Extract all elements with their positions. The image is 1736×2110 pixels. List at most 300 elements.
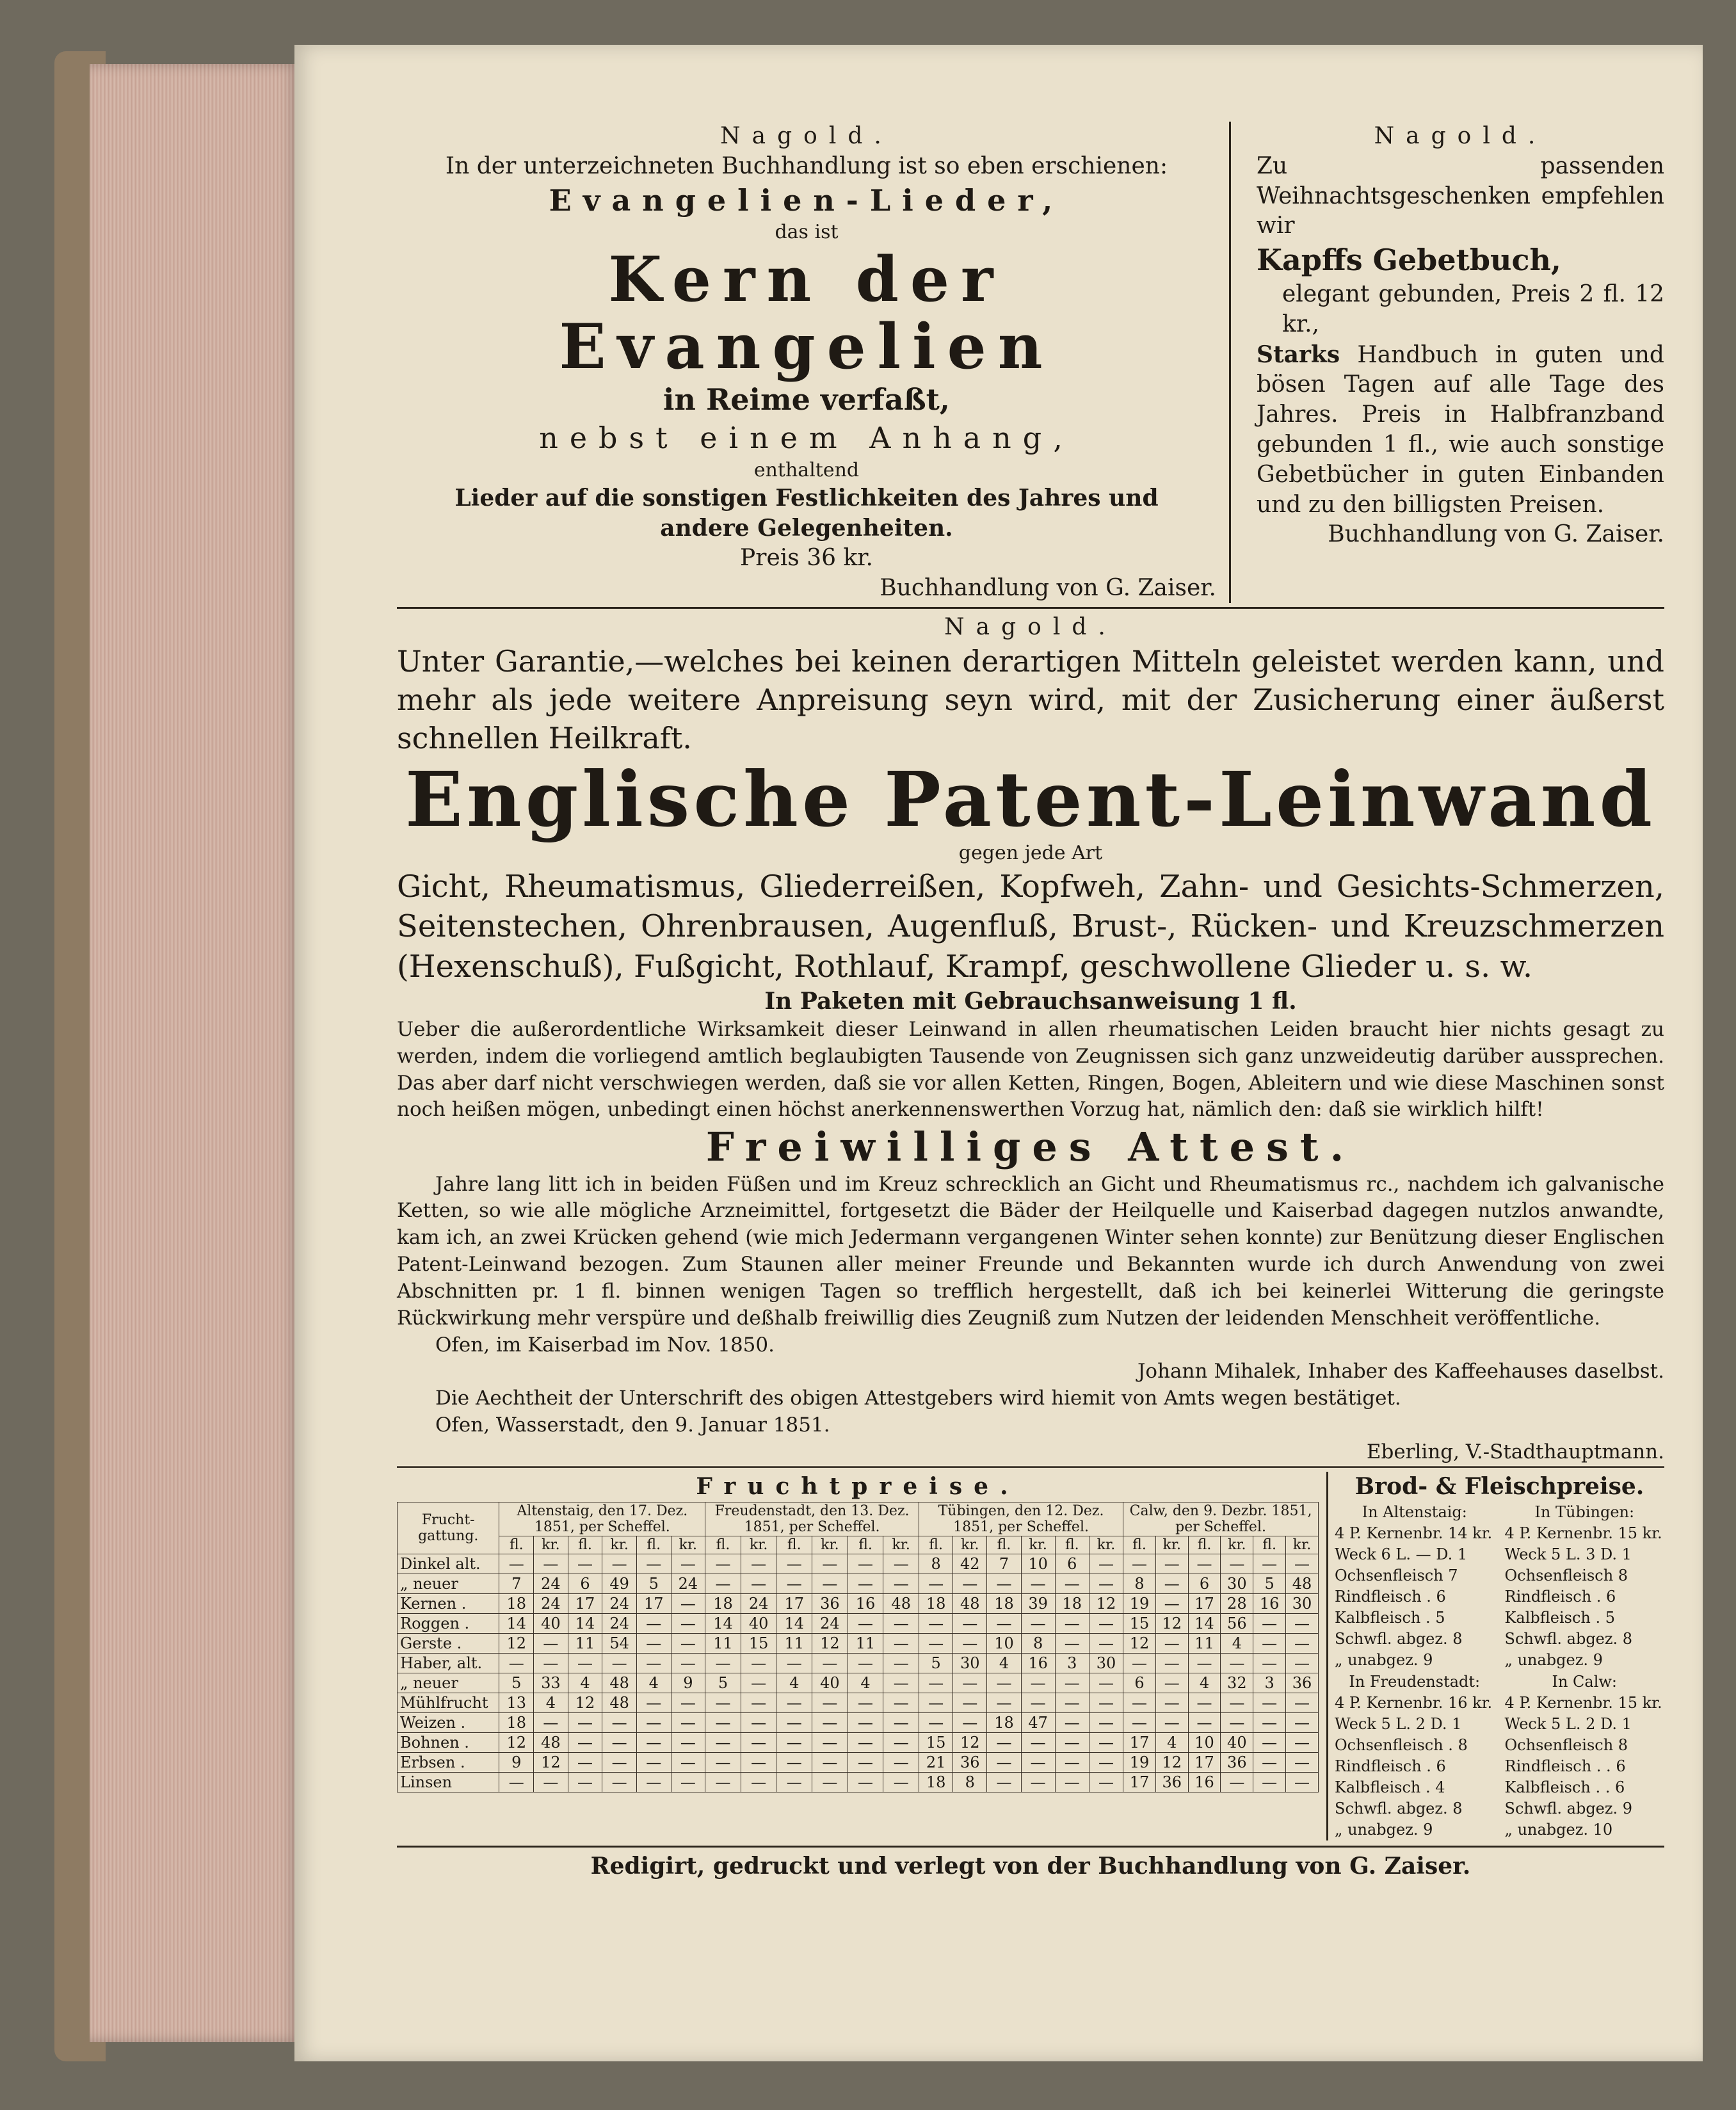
fruit-prices-title: Fruchtpreise. (696, 1472, 1020, 1500)
price-cell: 12 (1155, 1752, 1188, 1772)
price-cell: 6 (1123, 1673, 1156, 1693)
left-ad-sub4: Lieder auf die sonstigen Festlichkeiten des Jahres und (454, 485, 1159, 512)
grain-name: Roggen . (398, 1613, 499, 1633)
table-row (398, 1574, 1319, 1593)
price-cell: — (883, 1693, 919, 1712)
price-cell: 18 (919, 1772, 953, 1792)
price-cell: 24 (671, 1574, 705, 1593)
unit-kr: kr. (883, 1536, 919, 1554)
unit-fl: fl. (848, 1536, 883, 1554)
unit-kr: kr. (671, 1536, 705, 1554)
meat-price-line: Ochsenfleisch 7 (1335, 1566, 1458, 1584)
price-cell: — (1089, 1772, 1123, 1792)
unit-fl: fl. (568, 1536, 602, 1554)
table-row (398, 1732, 1319, 1752)
price-cell: — (1155, 1593, 1188, 1613)
unit-fl: fl. (705, 1536, 741, 1554)
attest-signature: Johann Mihalek, Inhaber des Kaffeehauses daselbst. (1137, 1360, 1664, 1383)
price-cell: — (1253, 1772, 1286, 1792)
price-cell: — (705, 1554, 741, 1574)
meat-price-line: 4 P. Kernenbr. 16 kr. (1335, 1693, 1493, 1712)
price-cell: 48 (883, 1593, 919, 1613)
unit-kr: kr. (741, 1536, 776, 1554)
grain-name: Haber, alt. (398, 1653, 499, 1673)
price-cell: — (741, 1732, 776, 1752)
price-cell: 17 (1188, 1593, 1221, 1613)
page-content (397, 122, 1664, 1881)
price-cell: — (919, 1712, 953, 1732)
price-cell: — (883, 1732, 919, 1752)
price-cell: — (812, 1772, 848, 1792)
price-cell: 14 (1188, 1613, 1221, 1633)
price-cell: 32 (1221, 1673, 1253, 1693)
price-cell: 42 (953, 1554, 987, 1574)
price-cell: — (1055, 1772, 1089, 1792)
price-cell: — (1286, 1633, 1319, 1653)
fruit-price-table (397, 1502, 1319, 1792)
price-cell: — (705, 1712, 741, 1732)
price-cell: — (1089, 1712, 1123, 1732)
price-cell: 5 (919, 1653, 953, 1673)
price-cell: 3 (1055, 1653, 1089, 1673)
meat-price-line: Schwfl. abgez. 8 (1504, 1630, 1633, 1648)
book-page-edges (90, 64, 301, 2042)
price-cell: 15 (919, 1732, 953, 1752)
price-cell: — (776, 1752, 812, 1772)
price-cell: — (1055, 1732, 1089, 1752)
price-cell: — (636, 1693, 671, 1712)
price-cell: — (568, 1554, 602, 1574)
price-cell: — (534, 1712, 568, 1732)
meat-price-line: Schwfl. abgez. 8 (1335, 1800, 1463, 1818)
price-cell: — (1123, 1712, 1156, 1732)
price-cell: — (1188, 1712, 1221, 1732)
price-cell: 48 (1286, 1574, 1319, 1593)
price-cell: — (499, 1554, 534, 1574)
price-cell: — (919, 1574, 953, 1593)
price-cell: — (776, 1693, 812, 1712)
price-cell: — (499, 1653, 534, 1673)
price-cell: — (1055, 1752, 1089, 1772)
price-cell: 12 (534, 1752, 568, 1772)
unit-kr: kr. (812, 1536, 848, 1554)
price-cell: 30 (1089, 1653, 1123, 1673)
price-cell: — (812, 1732, 848, 1752)
right-ad-item2-text: Handbuch in guten und bösen Tagen auf alle Tage des Jahres. Preis in Halbfranzband gebunden 1 fl., wie auch sonstige Gebetbücher in guten Einbanden und zu den billigsten Preisen. (1257, 341, 1664, 518)
price-cell: — (705, 1574, 741, 1593)
main-ad-ailments: Gicht, Rheumatismus, Gliederreißen, Kopfweh, Zahn- und Gesichts-Schmerzen, Seitenstechen, Ohrenbrausen, Augenfluß, Brust-, Rücken- und Kreuzschmerzen (Hexenschuß), Fußgicht, Rothlauf, Krampf, geschwollene Glieder u. s. w. (397, 868, 1664, 985)
meat-price-line: Weck 5 L. 3 D. 1 (1504, 1545, 1632, 1563)
left-ad-title1: Evangelien-Lieder, (549, 182, 1065, 218)
price-cell: — (953, 1712, 987, 1732)
price-cell: 9 (671, 1673, 705, 1693)
price-cell: — (776, 1732, 812, 1752)
meat-price-line: 4 P. Kernenbr. 14 kr. (1335, 1524, 1493, 1542)
price-cell: — (987, 1732, 1021, 1752)
grain-name: „ neuer (398, 1673, 499, 1693)
fruit-col-label: Frucht-gattung. (398, 1502, 499, 1554)
right-ad-item2-title: Starks (1257, 341, 1340, 368)
price-cell: — (602, 1772, 637, 1792)
price-cell: — (671, 1693, 705, 1712)
price-cell: 33 (534, 1673, 568, 1693)
price-cell: — (1286, 1613, 1319, 1633)
price-cell: — (919, 1693, 953, 1712)
price-cell: 12 (1155, 1613, 1188, 1633)
meat-prices-title: Brod- & Fleischpreise. (1354, 1472, 1644, 1500)
table-row (398, 1653, 1319, 1673)
meat-column-1 (1335, 1502, 1495, 1841)
price-cell: 4 (848, 1673, 883, 1693)
price-cell: — (1221, 1653, 1253, 1673)
price-cell: 21 (919, 1752, 953, 1772)
price-cell: — (987, 1752, 1021, 1772)
price-cell: — (705, 1732, 741, 1752)
price-cell: 12 (1089, 1593, 1123, 1613)
price-cell: — (1286, 1653, 1319, 1673)
grain-name: Linsen (398, 1772, 499, 1792)
section-divider-double (397, 1466, 1664, 1468)
price-cell: 18 (987, 1593, 1021, 1613)
price-cell: 12 (812, 1633, 848, 1653)
price-cell: — (883, 1633, 919, 1653)
price-cell: — (1055, 1613, 1089, 1633)
price-cell: — (883, 1574, 919, 1593)
price-cell: 56 (1221, 1613, 1253, 1633)
price-cell: 14 (705, 1613, 741, 1633)
price-cell: — (1055, 1693, 1089, 1712)
price-cell: — (776, 1653, 812, 1673)
price-cell: 17 (1188, 1752, 1221, 1772)
price-cell: — (953, 1574, 987, 1593)
price-cell: 30 (953, 1653, 987, 1673)
authentication-place: Ofen, Wasserstadt, den 9. Januar 1851. (435, 1413, 830, 1437)
unit-kr: kr. (953, 1536, 987, 1554)
price-cell: — (1089, 1554, 1123, 1574)
main-ad-body: Ueber die außerordentliche Wirksamkeit dieser Leinwand in allen rheumatischen Leiden braucht hier nichts gesagt zu werden, indem die vorliegend amtlich beglaubigten Tausende von Zeugnissen sich ganz unzweideutig darüber aussprechen. Das aber darf nicht verschwiegen werden, daß sie vor allen Ketten, Ringen, Bogen, Ableitern und wie diese Maschinen sonst noch heißen mögen, unbedingt einen höchst anerkennenswerthen Vorzug hat, nämlich den: daß sie wirklich hilft! (397, 1017, 1664, 1122)
grain-name: Gerste . (398, 1633, 499, 1653)
price-cell: — (602, 1752, 637, 1772)
price-cell: — (812, 1712, 848, 1732)
price-cell: 18 (705, 1593, 741, 1613)
price-cell: — (602, 1554, 637, 1574)
price-cell: 14 (499, 1613, 534, 1633)
attest-place: Ofen, im Kaiserbad im Nov. 1850. (435, 1333, 775, 1357)
left-ad-intro: In der unterzeichneten Buchhandlung ist so eben erschienen: (445, 152, 1168, 179)
price-cell: — (987, 1772, 1021, 1792)
price-cell: 14 (568, 1613, 602, 1633)
attest-title: Freiwilliges Attest. (705, 1123, 1356, 1171)
price-cell: — (636, 1732, 671, 1752)
price-cell: 11 (1188, 1633, 1221, 1653)
grain-name: Mühlfrucht (398, 1693, 499, 1712)
price-cell: 19 (1123, 1752, 1156, 1772)
price-cell: 5 (1253, 1574, 1286, 1593)
town-header: Altenstaig, den 17. Dez. 1851, per Scheffel. (499, 1502, 705, 1536)
unit-fl: fl. (636, 1536, 671, 1554)
unit-fl: fl. (1055, 1536, 1089, 1554)
meat-price-line: Ochsenfleisch 8 (1504, 1736, 1628, 1754)
price-cell: — (568, 1712, 602, 1732)
price-cell: — (1286, 1712, 1319, 1732)
meat-price-line: „ unabgez. 9 (1335, 1651, 1433, 1670)
price-cell: — (671, 1653, 705, 1673)
price-cell: 4 (636, 1673, 671, 1693)
price-cell: 12 (568, 1693, 602, 1712)
price-cell: — (953, 1633, 987, 1653)
price-cell: — (987, 1574, 1021, 1593)
price-cell: — (1253, 1752, 1286, 1772)
right-ad-item1-text: elegant gebunden, Preis 2 fl. 12 kr., (1282, 280, 1664, 337)
grain-name: Weizen . (398, 1712, 499, 1732)
price-cell: — (953, 1693, 987, 1712)
price-cell: 16 (1188, 1772, 1221, 1792)
price-cell: 4 (1155, 1732, 1188, 1752)
unit-kr: kr. (1221, 1536, 1253, 1554)
meat-price-line: 4 P. Kernenbr. 15 kr. (1504, 1524, 1662, 1542)
price-cell: 5 (705, 1673, 741, 1693)
price-cell: — (705, 1693, 741, 1712)
price-cell: — (1253, 1693, 1286, 1712)
price-cell: — (741, 1693, 776, 1712)
price-cell: — (919, 1673, 953, 1693)
price-cell: — (1155, 1633, 1188, 1653)
meat-price-line: Rindfleisch . 6 (1335, 1757, 1446, 1775)
price-cell: — (987, 1613, 1021, 1633)
price-cell: — (1221, 1712, 1253, 1732)
price-cell: 8 (1123, 1574, 1156, 1593)
price-cell: — (848, 1772, 883, 1792)
fruit-prices (397, 1472, 1319, 1841)
price-cell: — (741, 1752, 776, 1772)
price-cell: — (883, 1673, 919, 1693)
price-cell: — (1155, 1673, 1188, 1693)
price-cell: — (883, 1554, 919, 1574)
main-ad-against: gegen jede Art (958, 842, 1103, 865)
price-cell: — (671, 1554, 705, 1574)
price-cell: — (1286, 1693, 1319, 1712)
price-cell: 3 (1253, 1673, 1286, 1693)
left-ad-place: Nagold. (720, 123, 893, 149)
price-section (397, 1472, 1664, 1841)
price-cell: 6 (1188, 1574, 1221, 1593)
price-cell: — (919, 1633, 953, 1653)
price-cell: — (883, 1752, 919, 1772)
left-ad-signature: Buchhandlung von G. Zaiser. (880, 574, 1216, 601)
price-cell: — (776, 1574, 812, 1593)
price-cell: 11 (776, 1633, 812, 1653)
price-cell: 30 (1221, 1574, 1253, 1593)
unit-kr: kr. (1021, 1536, 1055, 1554)
meat-price-line: Schwfl. abgez. 9 (1504, 1800, 1633, 1818)
main-ad (397, 613, 1664, 1466)
price-cell: 6 (568, 1574, 602, 1593)
price-cell: — (1089, 1613, 1123, 1633)
price-cell: 4 (1221, 1633, 1253, 1653)
left-ad-title2: Kern der Evangelien (559, 243, 1054, 383)
top-ads (397, 122, 1664, 603)
meat-town-heading: In Tübingen: (1534, 1502, 1635, 1521)
price-cell: 7 (499, 1574, 534, 1593)
price-cell: — (848, 1653, 883, 1673)
price-cell: 17 (568, 1593, 602, 1613)
price-cell: — (1021, 1732, 1055, 1752)
price-cell: — (1055, 1673, 1089, 1693)
price-cell: — (534, 1772, 568, 1792)
price-cell: — (1155, 1653, 1188, 1673)
price-cell: 19 (1123, 1593, 1156, 1613)
authentication-signature: Eberling, V.-Stadthauptmann. (1366, 1440, 1664, 1464)
price-cell: — (1253, 1712, 1286, 1732)
meat-price-line: Ochsenfleisch . 8 (1335, 1736, 1468, 1754)
price-cell: — (1021, 1772, 1055, 1792)
fruit-table-body (398, 1554, 1319, 1792)
price-cell: 18 (1055, 1593, 1089, 1613)
price-cell: 12 (499, 1732, 534, 1752)
meat-price-line: „ unabgez. 9 (1504, 1651, 1603, 1670)
grain-name: Dinkel alt. (398, 1554, 499, 1574)
price-cell: — (1221, 1554, 1253, 1574)
meat-price-line: 4 P. Kernenbr. 15 kr. (1504, 1693, 1662, 1712)
main-ad-title: Englische Patent-Leinwand (405, 754, 1656, 844)
price-cell: 40 (534, 1613, 568, 1633)
main-ad-place: Nagold. (944, 614, 1117, 641)
price-cell: 4 (776, 1673, 812, 1693)
meat-town-heading: In Calw: (1552, 1672, 1618, 1691)
price-cell: — (1253, 1732, 1286, 1752)
price-cell: — (568, 1653, 602, 1673)
price-cell: — (1155, 1693, 1188, 1712)
price-cell: — (987, 1673, 1021, 1693)
price-cell: — (1123, 1653, 1156, 1673)
price-cell: 17 (636, 1593, 671, 1613)
price-cell: — (812, 1752, 848, 1772)
price-cell: — (848, 1613, 883, 1633)
price-cell: — (1123, 1693, 1156, 1712)
price-cell: — (1089, 1732, 1123, 1752)
price-cell: 54 (602, 1633, 637, 1653)
price-cell: — (812, 1554, 848, 1574)
price-cell: — (534, 1653, 568, 1673)
price-cell: 15 (1123, 1613, 1156, 1633)
price-cell: — (741, 1772, 776, 1792)
meat-prices (1326, 1472, 1664, 1841)
price-cell: 4 (568, 1673, 602, 1693)
town-header: Calw, den 9. Dezbr. 1851, per Scheffel. (1123, 1502, 1319, 1536)
price-cell: 7 (987, 1554, 1021, 1574)
price-cell: — (705, 1752, 741, 1772)
price-cell: — (636, 1633, 671, 1653)
meat-column-2 (1505, 1502, 1665, 1841)
price-cell: — (741, 1653, 776, 1673)
meat-price-line: „ unabgez. 9 (1335, 1821, 1433, 1839)
price-cell: — (741, 1574, 776, 1593)
price-cell: 11 (705, 1633, 741, 1653)
price-cell: — (1089, 1693, 1123, 1712)
authentication: Die Aechtheit der Unterschrift des obigen Attestgebers wird hiemit von Amts wegen bestätiget. (435, 1387, 1401, 1410)
unit-fl: fl. (987, 1536, 1021, 1554)
left-ad-sub5: andere Gelegenheiten. (660, 514, 953, 542)
meat-price-line: Ochsenfleisch 8 (1504, 1566, 1628, 1584)
price-cell: — (1188, 1554, 1221, 1574)
price-cell: — (671, 1613, 705, 1633)
meat-town-heading: In Altenstaig: (1362, 1502, 1467, 1521)
price-cell: — (1055, 1633, 1089, 1653)
price-cell: 11 (848, 1633, 883, 1653)
meat-price-line: Kalbfleisch . 5 (1504, 1609, 1616, 1627)
price-cell: — (568, 1772, 602, 1792)
meat-price-line: Weck 5 L. 2 D. 1 (1504, 1714, 1632, 1733)
price-cell: 8 (1021, 1633, 1055, 1653)
grain-name: Erbsen . (398, 1752, 499, 1772)
price-cell: — (671, 1752, 705, 1772)
price-cell: 18 (499, 1712, 534, 1732)
price-cell: 17 (776, 1593, 812, 1613)
left-ad-sub3: enthaltend (753, 458, 860, 481)
meat-price-line: Rindfleisch . . 6 (1504, 1757, 1626, 1775)
right-ad-item1-title: Kapffs Gebetbuch, (1257, 243, 1561, 278)
price-cell: 24 (602, 1593, 637, 1613)
price-cell: 24 (812, 1613, 848, 1633)
price-cell: — (953, 1613, 987, 1633)
price-cell: — (1286, 1732, 1319, 1752)
price-cell: 28 (1221, 1593, 1253, 1613)
price-cell: 10 (987, 1633, 1021, 1653)
meat-town-heading: In Freudenstadt: (1349, 1672, 1481, 1691)
price-cell: — (848, 1752, 883, 1772)
price-cell: 36 (812, 1593, 848, 1613)
price-cell: 5 (499, 1673, 534, 1693)
price-cell: — (602, 1712, 637, 1732)
price-cell: — (776, 1712, 812, 1732)
price-cell: — (705, 1772, 741, 1792)
price-cell: — (1286, 1772, 1319, 1792)
meat-price-line: Kalbfleisch . 5 (1335, 1609, 1445, 1627)
left-ad (397, 122, 1231, 603)
meat-price-line: Kalbfleisch . . 6 (1504, 1778, 1625, 1797)
price-cell: 48 (602, 1693, 637, 1712)
price-cell: — (848, 1574, 883, 1593)
table-row (398, 1613, 1319, 1633)
table-row (398, 1712, 1319, 1732)
price-cell: — (1021, 1693, 1055, 1712)
meat-price-line: Schwfl. abgez. 8 (1335, 1630, 1463, 1648)
grain-name: Bohnen . (398, 1732, 499, 1752)
price-cell: — (602, 1732, 637, 1752)
price-cell: 14 (776, 1613, 812, 1633)
price-cell: — (636, 1554, 671, 1574)
footer-divider (397, 1846, 1664, 1848)
price-cell: 36 (953, 1752, 987, 1772)
price-cell: — (671, 1633, 705, 1653)
price-cell: — (636, 1752, 671, 1772)
price-cell: — (1089, 1752, 1123, 1772)
left-ad-das-ist: das ist (775, 221, 839, 244)
price-cell: — (1253, 1554, 1286, 1574)
price-cell: — (1253, 1633, 1286, 1653)
table-row (398, 1593, 1319, 1613)
footer-imprint: Redigirt, gedruckt und verlegt von der Buchhandlung von G. Zaiser. (590, 1853, 1471, 1880)
table-row (398, 1693, 1319, 1712)
meat-price-line: Weck 5 L. 2 D. 1 (1335, 1714, 1462, 1733)
price-cell: 12 (953, 1732, 987, 1752)
right-ad-signature: Buchhandlung von G. Zaiser. (1328, 521, 1664, 548)
price-cell: — (1253, 1613, 1286, 1633)
price-cell: — (812, 1574, 848, 1593)
price-cell: 18 (919, 1593, 953, 1613)
price-cell: — (1055, 1574, 1089, 1593)
price-cell: 24 (534, 1574, 568, 1593)
